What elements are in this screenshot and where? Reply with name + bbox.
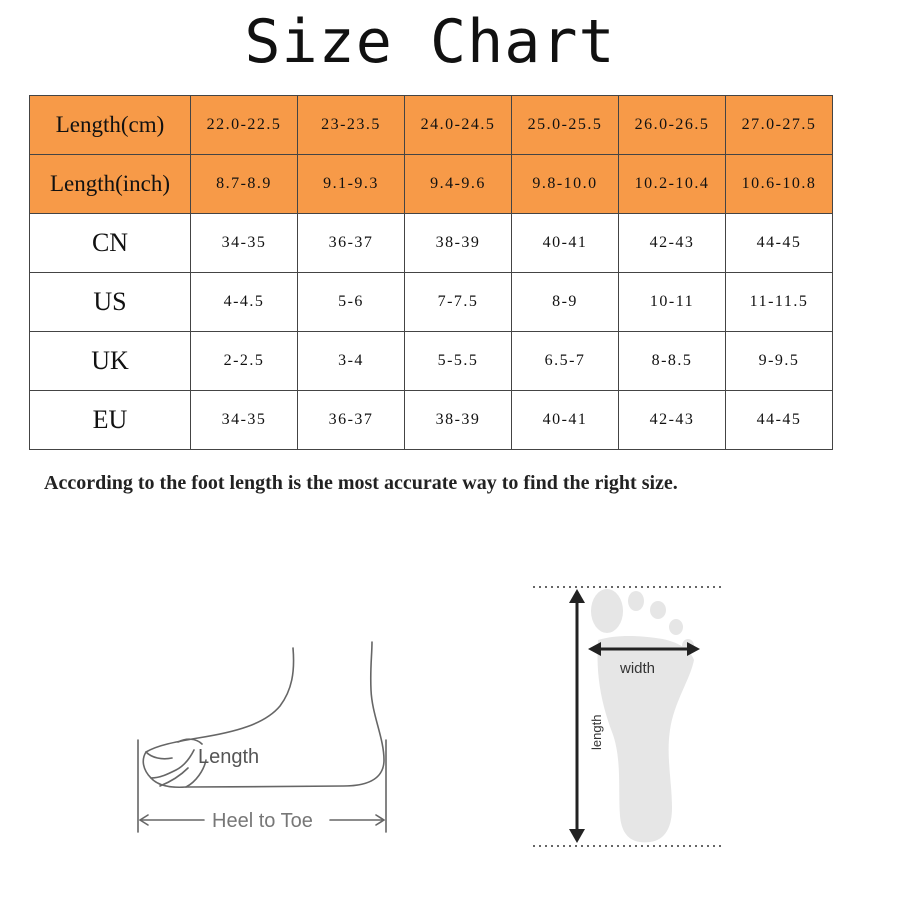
table-cell: 8-9	[512, 273, 619, 332]
width-label: width	[620, 660, 656, 677]
sole-foot-diagram	[533, 587, 725, 846]
down-arrow-icon	[569, 829, 585, 843]
table-cell: 10.6-10.8	[726, 155, 833, 214]
table-cell: 34-35	[191, 391, 298, 450]
side-foot-diagram	[138, 642, 386, 832]
foot-outline	[143, 642, 384, 787]
sole-length-label: length	[589, 714, 604, 750]
table-cell: 23-23.5	[298, 96, 405, 155]
sole-shape	[591, 589, 694, 842]
table-cell: 3-4	[298, 332, 405, 391]
heel-to-toe-label: Heel to Toe	[212, 810, 313, 832]
table-cell: 5-6	[298, 273, 405, 332]
table-cell: 38-39	[405, 214, 512, 273]
table-cell: 9.4-9.6	[405, 155, 512, 214]
left-arrow-icon	[588, 642, 601, 656]
row-label: US	[30, 273, 191, 332]
table-cell: 10-11	[619, 273, 726, 332]
table-cell: 34-35	[191, 214, 298, 273]
table-cell: 42-43	[619, 391, 726, 450]
table-cell: 11-11.5	[726, 273, 833, 332]
table-cell: 40-41	[512, 391, 619, 450]
table-cell: 22.0-22.5	[191, 96, 298, 155]
table-cell: 9.8-10.0	[512, 155, 619, 214]
table-cell: 8.7-8.9	[191, 155, 298, 214]
table-cell: 9.1-9.3	[298, 155, 405, 214]
up-arrow-icon	[569, 589, 585, 603]
table-cell: 27.0-27.5	[726, 96, 833, 155]
table-cell: 6.5-7	[512, 332, 619, 391]
toe-lines	[146, 739, 206, 787]
table-cell: 10.2-10.4	[619, 155, 726, 214]
table-cell: 38-39	[405, 391, 512, 450]
table-cell: 25.0-25.5	[512, 96, 619, 155]
row-label: UK	[30, 332, 191, 391]
row-label: EU	[30, 391, 191, 450]
table-cell: 36-37	[298, 214, 405, 273]
table-cell: 36-37	[298, 391, 405, 450]
length-label: Length	[198, 746, 260, 768]
table-cell: 7-7.5	[405, 273, 512, 332]
table-cell: 9-9.5	[726, 332, 833, 391]
table-cell: 24.0-24.5	[405, 96, 512, 155]
row-label: Length(cm)	[30, 96, 191, 155]
row-label: Length(inch)	[30, 155, 191, 214]
table-cell: 5-5.5	[405, 332, 512, 391]
table-cell: 44-45	[726, 391, 833, 450]
table-cell: 40-41	[512, 214, 619, 273]
table-cell: 26.0-26.5	[619, 96, 726, 155]
measurement-note: According to the foot length is the most accurate way to find the right size.	[44, 472, 678, 494]
page-title: Size Chart	[244, 7, 616, 77]
table-cell: 8-8.5	[619, 332, 726, 391]
table-cell: 2-2.5	[191, 332, 298, 391]
table-cell: 44-45	[726, 214, 833, 273]
row-label: CN	[30, 214, 191, 273]
table-cell: 4-4.5	[191, 273, 298, 332]
table-cell: 42-43	[619, 214, 726, 273]
